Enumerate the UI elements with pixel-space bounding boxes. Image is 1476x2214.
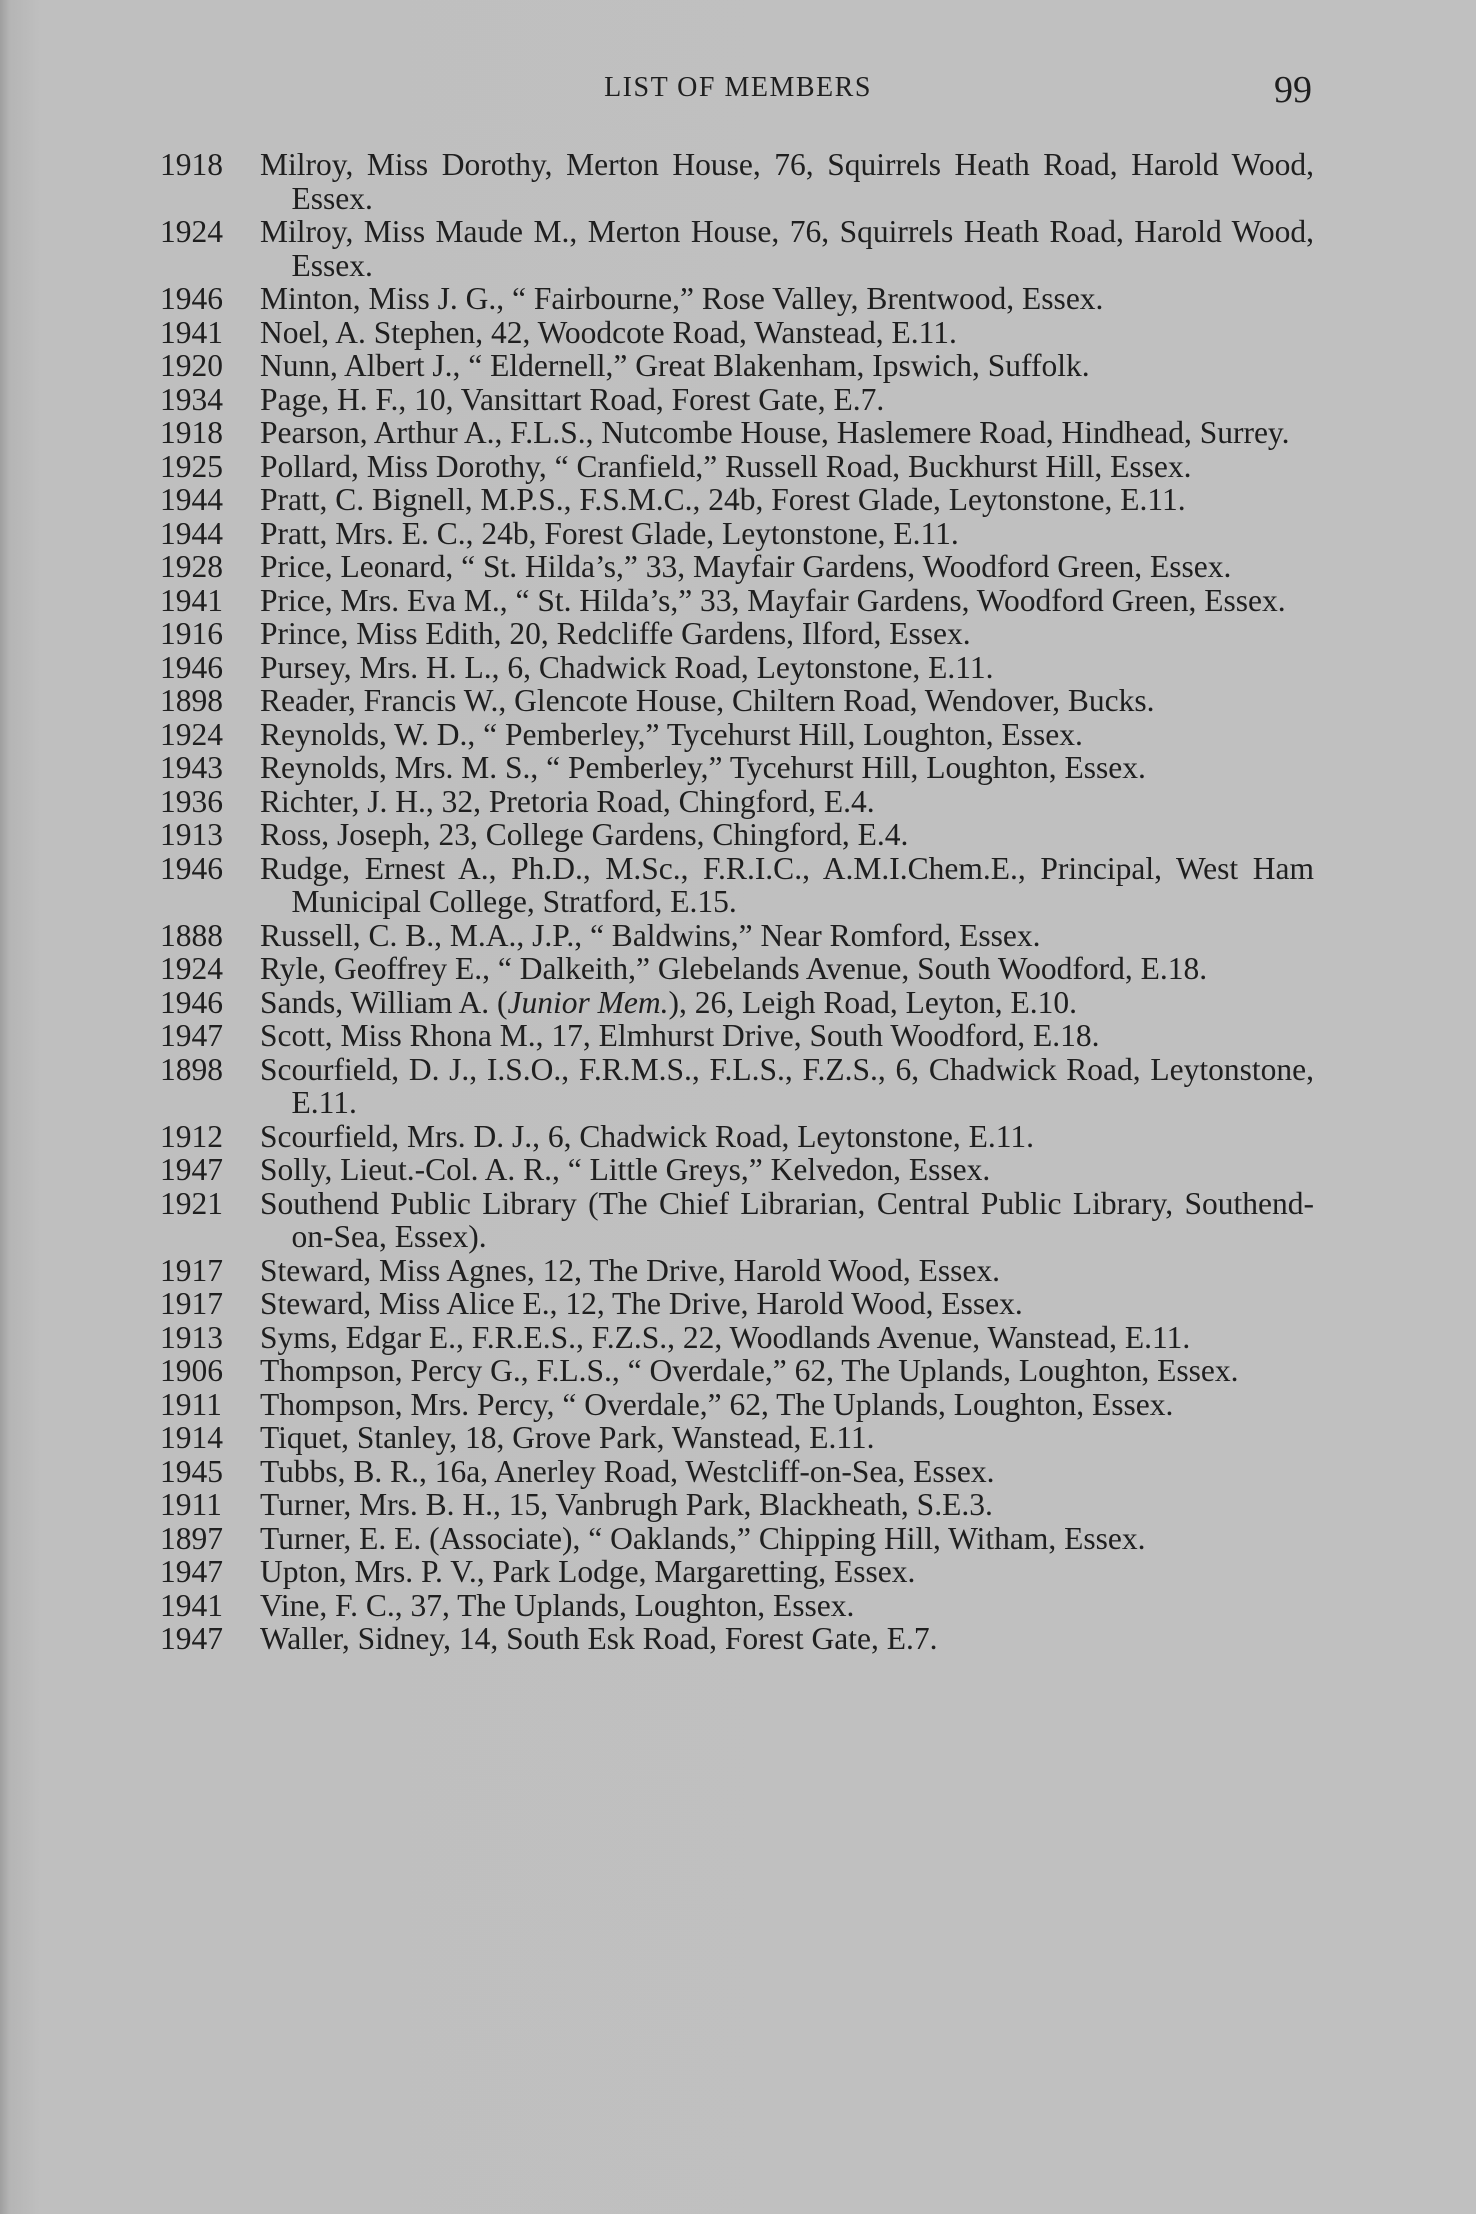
member-year: 1913 xyxy=(160,1319,223,1355)
member-entry xyxy=(0,986,1476,1020)
member-entry xyxy=(0,383,1476,417)
member-entry xyxy=(0,919,1476,953)
member-year: 1945 xyxy=(160,1453,223,1489)
member-entry xyxy=(0,1287,1476,1321)
member-details: Pratt, C. Bignell, M.P.S., F.S.M.C., 24b, Forest Glade, Leytonstone, E.11. xyxy=(260,482,1186,517)
member-details: Russell, C. B., M.A., J.P., “ Baldwins,” Near Romford, Essex. xyxy=(260,917,1041,953)
member-details: Reynolds, W. D., “ Pemberley,” Tycehurst Hill, Loughton, Essex. xyxy=(260,716,1083,752)
member-year: 1898 xyxy=(160,683,223,718)
member-details: Syms, Edgar E., F.R.E.S., F.Z.S., 22, Woodlands Avenue, Wanstead, E.11. xyxy=(260,1319,1191,1355)
member-details: Reynolds, Mrs. M. S., “ Pemberley,” Tycehurst Hill, Loughton, Essex. xyxy=(260,750,1146,785)
member-entry xyxy=(0,1354,1476,1388)
member-entry xyxy=(0,550,1476,584)
member-entry xyxy=(0,1019,1476,1053)
member-entry xyxy=(0,751,1476,785)
member-details: Sands, William A. (Junior Mem.), 26, Leigh Road, Leyton, E.10. xyxy=(260,984,1078,1020)
member-entry xyxy=(0,617,1476,651)
member-year: 1941 xyxy=(160,314,223,350)
member-year: 1947 xyxy=(160,1554,223,1589)
member-entry xyxy=(0,1254,1476,1288)
member-year: 1947 xyxy=(160,1152,223,1187)
member-entry xyxy=(0,1622,1476,1656)
member-details: Price, Mrs. Eva M., “ St. Hilda’s,” 33, Mayfair Gardens, Woodford Green, Essex. xyxy=(260,582,1286,618)
member-year: 1941 xyxy=(160,1587,223,1623)
member-entry xyxy=(0,282,1476,316)
member-year: 1946 xyxy=(160,649,223,685)
member-details: Nunn, Albert J., “ Eldernell,” Great Blakenham, Ipswich, Suffolk. xyxy=(260,348,1090,383)
member-year: 1946 xyxy=(160,984,223,1020)
member-year: 1944 xyxy=(160,482,223,517)
page-number: 99 xyxy=(1274,69,1312,111)
member-details: Price, Leonard, “ St. Hilda’s,” 33, Mayfair Gardens, Woodford Green, Essex. xyxy=(260,549,1232,584)
member-details: Scourfield, D. J., I.S.O., F.R.M.S., F.L.S., F.Z.S., 6, Chadwick Road, Leytonstone, E.11. xyxy=(260,1051,1314,1120)
member-year: 1947 xyxy=(160,1018,223,1053)
member-year: 1947 xyxy=(160,1621,223,1656)
member-details: Pursey, Mrs. H. L., 6, Chadwick Road, Leytonstone, E.11. xyxy=(260,649,994,685)
member-entry xyxy=(0,349,1476,383)
member-details: Southend Public Library (The Chief Librarian, Central Public Library, Southend-on-Sea, Essex). xyxy=(260,1185,1314,1254)
member-details: Pollard, Miss Dorothy, “ Cranfield,” Russell Road, Buckhurst Hill, Essex. xyxy=(260,448,1192,484)
member-year: 1936 xyxy=(160,783,223,819)
member-details: Thompson, Mrs. Percy, “ Overdale,” 62, The Uplands, Loughton, Essex. xyxy=(260,1386,1174,1422)
member-details: Noel, A. Stephen, 42, Woodcote Road, Wanstead, E.11. xyxy=(260,314,957,350)
member-year: 1925 xyxy=(160,448,223,484)
member-year: 1946 xyxy=(160,850,223,886)
member-entry xyxy=(0,1589,1476,1623)
member-year: 1916 xyxy=(160,616,223,651)
member-details: Minton, Miss J. G., “ Fairbourne,” Rose Valley, Brentwood, Essex. xyxy=(260,281,1104,316)
member-year: 1924 xyxy=(160,951,223,986)
member-entry xyxy=(0,718,1476,752)
member-year: 1924 xyxy=(160,214,223,249)
member-entry xyxy=(0,1321,1476,1355)
member-details: Richter, J. H., 32, Pretoria Road, Chingford, E.4. xyxy=(260,783,875,819)
member-details: Pratt, Mrs. E. C., 24b, Forest Glade, Leytonstone, E.11. xyxy=(260,515,959,551)
member-year: 1911 xyxy=(160,1386,222,1422)
member-details: Vine, F. C., 37, The Uplands, Loughton, Essex. xyxy=(260,1587,855,1623)
member-details: Pearson, Arthur A., F.L.S., Nutcombe House, Haslemere Road, Hindhead, Surrey. xyxy=(260,415,1290,450)
member-details: Tiquet, Stanley, 18, Grove Park, Wanstead, E.11. xyxy=(260,1420,875,1455)
member-year: 1944 xyxy=(160,515,223,551)
member-details: Steward, Miss Alice E., 12, The Drive, Harold Wood, Essex. xyxy=(260,1286,1023,1321)
member-year: 1898 xyxy=(160,1051,223,1087)
running-title: LIST OF MEMBERS xyxy=(604,72,872,103)
member-details: Ryle, Geoffrey E., “ Dalkeith,” Glebelands Avenue, South Woodford, E.18. xyxy=(260,951,1208,986)
member-year: 1946 xyxy=(160,281,223,316)
member-entry xyxy=(0,1120,1476,1154)
member-entry xyxy=(0,1555,1476,1589)
member-year: 1941 xyxy=(160,582,223,618)
member-entry xyxy=(0,148,1476,215)
member-year: 1911 xyxy=(160,1487,222,1522)
member-entry xyxy=(0,584,1476,618)
member-entry xyxy=(0,952,1476,986)
member-year: 1897 xyxy=(160,1520,223,1556)
member-year: 1917 xyxy=(160,1286,223,1321)
member-details: Rudge, Ernest A., Ph.D., M.Sc., F.R.I.C., A.M.I.Chem.E., Principal, West Ham Municipal College, Stratford, E.15. xyxy=(260,850,1314,919)
member-entry xyxy=(0,1388,1476,1422)
member-entry xyxy=(0,517,1476,551)
member-entry xyxy=(0,1522,1476,1556)
member-year: 1888 xyxy=(160,917,223,953)
member-year: 1924 xyxy=(160,716,223,752)
member-entry xyxy=(0,215,1476,282)
member-details: Milroy, Miss Maude M., Merton House, 76, Squirrels Heath Road, Harold Wood, Essex. xyxy=(260,214,1314,283)
member-year: 1943 xyxy=(160,750,223,785)
member-entry xyxy=(0,316,1476,350)
membership-type: Junior Mem. xyxy=(507,984,669,1020)
member-entry xyxy=(0,651,1476,685)
member-entry xyxy=(0,1053,1476,1120)
member-details: Upton, Mrs. P. V., Park Lodge, Margaretting, Essex. xyxy=(260,1554,916,1589)
member-details: Scott, Miss Rhona M., 17, Elmhurst Drive, South Woodford, E.18. xyxy=(260,1018,1100,1053)
member-entry xyxy=(0,416,1476,450)
member-year: 1928 xyxy=(160,549,223,584)
member-details: Prince, Miss Edith, 20, Redcliffe Gardens, Ilford, Essex. xyxy=(260,616,971,651)
member-entry xyxy=(0,785,1476,819)
member-year: 1920 xyxy=(160,348,223,383)
member-details: Solly, Lieut.-Col. A. R., “ Little Greys,” Kelvedon, Essex. xyxy=(260,1152,991,1187)
member-details: Turner, E. E. (Associate), “ Oaklands,” Chipping Hill, Witham, Essex. xyxy=(260,1520,1146,1556)
member-year: 1906 xyxy=(160,1353,223,1388)
member-entry xyxy=(0,852,1476,919)
member-entry xyxy=(0,1153,1476,1187)
member-details: Page, H. F., 10, Vansittart Road, Forest Gate, E.7. xyxy=(260,381,885,417)
member-entry xyxy=(0,684,1476,718)
member-entry xyxy=(0,450,1476,484)
member-year: 1912 xyxy=(160,1118,223,1154)
member-details: Scourfield, Mrs. D. J., 6, Chadwick Road, Leytonstone, E.11. xyxy=(260,1118,1034,1154)
member-entry xyxy=(0,483,1476,517)
member-entry xyxy=(0,1455,1476,1489)
member-year: 1913 xyxy=(160,817,223,852)
member-list xyxy=(0,148,1476,1656)
member-entry xyxy=(0,818,1476,852)
member-entry xyxy=(0,1488,1476,1522)
member-details: Tubbs, B. R., 16a, Anerley Road, Westcliff-on-Sea, Essex. xyxy=(260,1453,995,1489)
member-details: Waller, Sidney, 14, South Esk Road, Forest Gate, E.7. xyxy=(260,1621,938,1656)
member-year: 1934 xyxy=(160,381,223,417)
member-entry xyxy=(0,1421,1476,1455)
member-details: Turner, Mrs. B. H., 15, Vanbrugh Park, Blackheath, S.E.3. xyxy=(260,1487,993,1522)
member-year: 1914 xyxy=(160,1420,223,1455)
member-details: Reader, Francis W., Glencote House, Chiltern Road, Wendover, Bucks. xyxy=(260,683,1155,718)
member-year: 1921 xyxy=(160,1185,223,1221)
member-year: 1918 xyxy=(160,147,223,182)
member-year: 1918 xyxy=(160,415,223,450)
member-details: Steward, Miss Agnes, 12, The Drive, Harold Wood, Essex. xyxy=(260,1252,1000,1288)
member-details: Ross, Joseph, 23, College Gardens, Chingford, E.4. xyxy=(260,817,909,852)
member-year: 1917 xyxy=(160,1252,223,1288)
page-header xyxy=(0,68,1476,112)
member-details: Milroy, Miss Dorothy, Merton House, 76, Squirrels Heath Road, Harold Wood, Essex. xyxy=(260,147,1314,216)
member-details: Thompson, Percy G., F.L.S., “ Overdale,” 62, The Uplands, Loughton, Essex. xyxy=(260,1353,1239,1388)
member-entry xyxy=(0,1187,1476,1254)
